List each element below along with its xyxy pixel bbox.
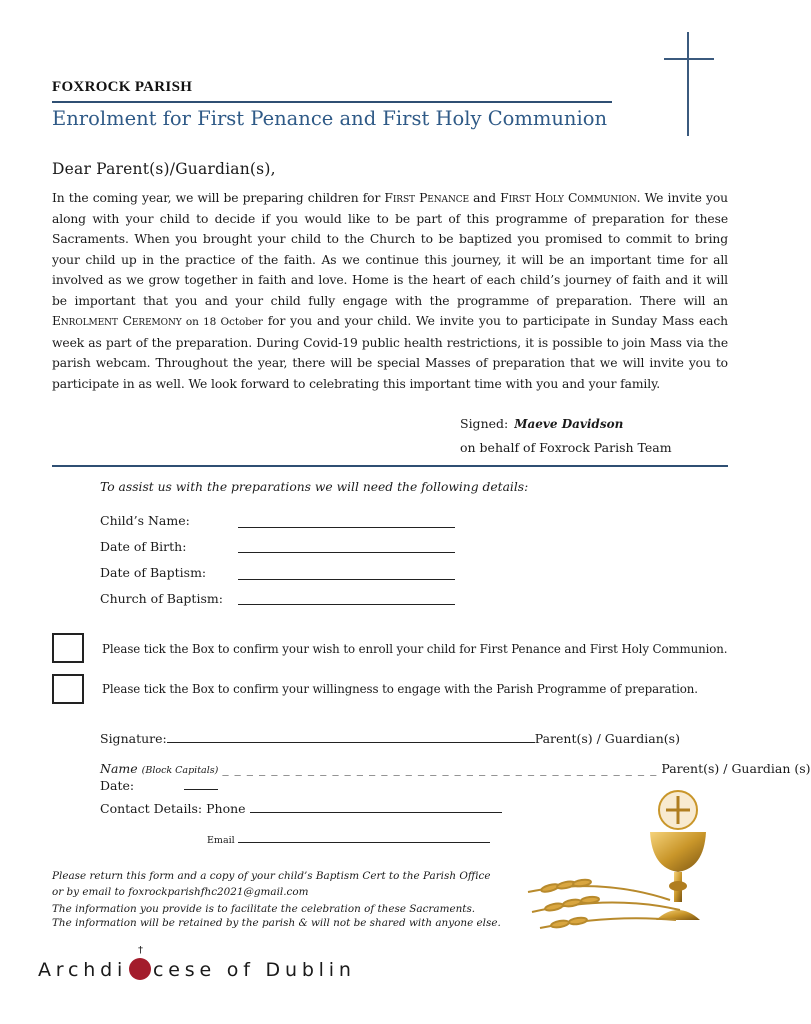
form-intro: To assist us with the preparations we will need the following details: (100, 480, 529, 494)
date-of-baptism-field[interactable] (238, 579, 455, 580)
parish-name: FOXROCK PARISH (52, 79, 193, 95)
church-of-baptism-label: Church of Baptism: (100, 591, 223, 606)
engage-checkbox-label: Please tick the Box to confirm your willingness to engage with the Parish Programme of preparation. (102, 682, 698, 696)
logo-dot-icon: † (129, 958, 151, 980)
greeting: Dear Parent(s)/Guardian(s), (52, 160, 276, 178)
church-of-baptism-field[interactable] (238, 604, 455, 605)
data-notice: The information you provide is to facilitate the celebration of these Sacraments. The information will be retained by the parish & will not be shared with anyone else. (52, 903, 501, 929)
name-row: Name (Block Capitals) _ _ _ _ _ _ _ _ _ _ _ _ _ _ _ _ _ _ _ _ _ _ _ _ _ _ _ _ _ _ _ _ _ _ _ _ Parent(s) / Guardian (s) (100, 761, 811, 776)
signature-script: Maeve Davidson (514, 417, 624, 431)
date-of-birth-label: Date of Birth: (100, 539, 187, 554)
signature-field[interactable] (167, 730, 535, 743)
behalf-line: on behalf of Foxrock Parish Team (460, 440, 672, 455)
return-instructions: Please return this form and a copy of your child’s Baptism Cert to the Parish Office or by email to foxrockparishfhc2021@gmail.com (52, 870, 491, 898)
date-of-birth-field[interactable] (238, 552, 455, 553)
archdiocese-logo: Archdi † cese of Dublin (38, 945, 356, 981)
email-field[interactable] (238, 834, 490, 843)
chalice-wheat-icon (520, 782, 740, 942)
signature-row: Signature: Parent(s) / Guardian(s) (100, 731, 680, 746)
enroll-checkbox-label: Please tick the Box to confirm your wish to enroll your child for First Penance and First Holy Communion. (102, 642, 728, 656)
date-field[interactable] (184, 779, 218, 790)
phone-row: Contact Details: Phone (100, 801, 502, 816)
header-rule (52, 101, 612, 103)
enroll-checkbox[interactable] (52, 633, 84, 663)
engage-checkbox[interactable] (52, 674, 84, 704)
page-title: Enrolment for First Penance and First Holy Communion (52, 107, 607, 130)
childs-name-field[interactable] (238, 527, 455, 528)
name-field[interactable]: _ _ _ _ _ _ _ _ _ _ _ _ _ _ _ _ _ _ _ _ _ _ _ _ _ _ _ _ _ _ _ _ _ _ _ _ (222, 761, 658, 776)
section-divider (52, 465, 728, 467)
cross-icon-bar (664, 58, 714, 60)
email-row: Email (207, 834, 490, 846)
cross-icon (687, 32, 689, 136)
phone-field[interactable] (250, 802, 502, 813)
date-row: Date: (100, 778, 218, 793)
childs-name-label: Child’s Name: (100, 513, 190, 528)
letter-body: In the coming year, we will be preparing children for First Penance and First Holy Communion. We invite you along with your child to decide if you would like to be part of this programme of preparation for these Sacraments. When you brought your child to the Church to be baptized you promised to commit to bring your child up in the practice of the faith. As we continue this journey, it will be an important time for all involved as we grow together in faith and love. Home is the heart of each child’s journey of faith and it will be important that you and your child fully engage with the programme of preparation. There will an Enrolment Ceremony on 18 October for you and your child. We invite you to participate in Sunday Mass each week as part of the preparation. During Covid-19 public health restrictions, it is possible to join Mass via the parish webcam. Throughout the year, there will be special Masses of preparation that we will invite you to participate in as well. We look forward to celebrating this important time with you and your family. (52, 191, 728, 391)
date-of-baptism-label: Date of Baptism: (100, 565, 207, 580)
signed-line: Signed: Maeve Davidson (460, 416, 624, 431)
